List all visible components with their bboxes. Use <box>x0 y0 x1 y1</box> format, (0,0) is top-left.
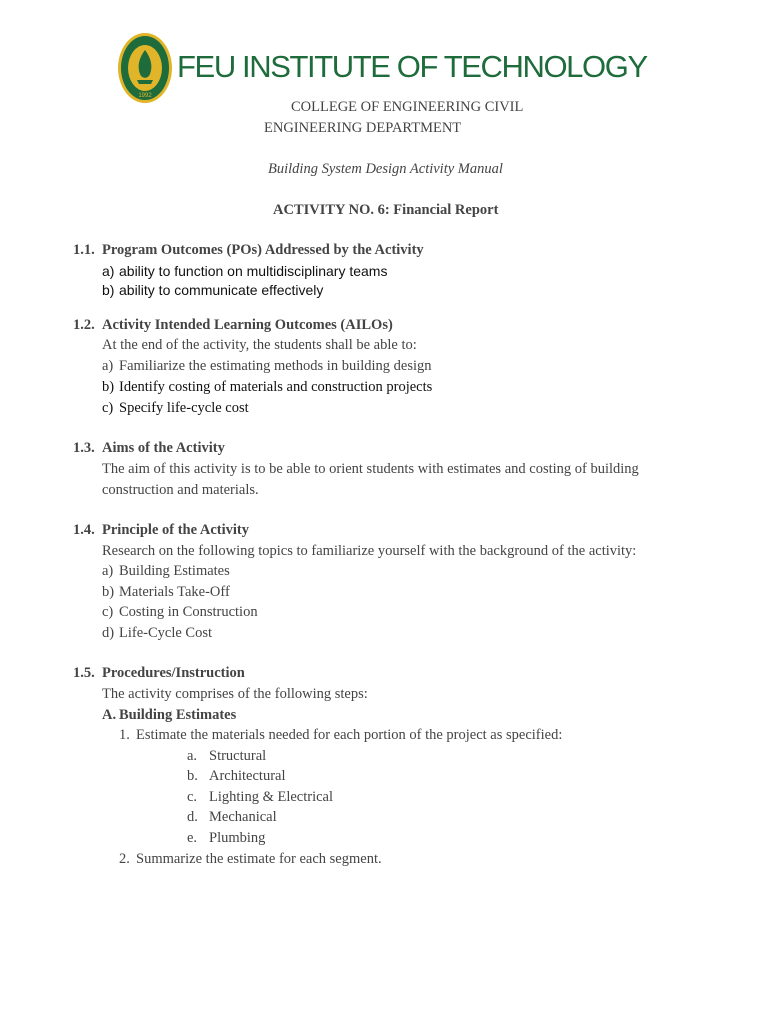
section-number: 1.3. <box>73 440 95 456</box>
manual-title: Building System Design Activity Manual <box>268 161 503 177</box>
step-text: Summarize the estimate for each segment. <box>136 851 382 867</box>
feu-seal-logo <box>117 32 173 104</box>
subsection-label: A. <box>102 707 117 723</box>
step-text: Estimate the materials needed for each portion of the project as specified: <box>136 727 563 743</box>
list-item: Identify costing of materials and construction projects <box>119 379 433 395</box>
portion-item: Structural <box>209 748 267 764</box>
section-title-principle: Principle of the Activity <box>102 522 249 538</box>
list-label: a) <box>102 263 115 279</box>
section-title-pos: Program Outcomes (POs) Addressed by the Activity <box>102 242 424 258</box>
step-label: 2. <box>119 851 130 867</box>
list-label: b) <box>102 379 115 395</box>
college-line-2: ENGINEERING DEPARTMENT <box>264 120 462 136</box>
section-number: 1.5. <box>73 665 95 681</box>
section-intro: The activity comprises of the following steps: <box>102 686 368 702</box>
list-label: c) <box>102 604 114 620</box>
list-item: Familiarize the estimating methods in building design <box>119 358 432 374</box>
college-line-1: COLLEGE OF ENGINEERING CIVIL <box>291 99 524 115</box>
list-item: Building Estimates <box>119 563 230 579</box>
section-title-ailos: Activity Intended Learning Outcomes (AILOs) <box>102 317 393 333</box>
institution-name: FEU INSTITUTE OF TECHNOLOGY <box>177 49 647 84</box>
paragraph-line: The aim of this activity is to be able to orient students with estimates and costing of building <box>102 461 639 477</box>
list-item: ability to communicate effectively <box>119 282 324 298</box>
list-item: Costing in Construction <box>119 604 258 620</box>
portion-label: a. <box>187 748 198 764</box>
portion-label: c. <box>187 789 198 805</box>
portion-label: b. <box>187 768 198 784</box>
step-label: 1. <box>119 727 130 743</box>
list-label: c) <box>102 400 114 416</box>
section-number: 1.4. <box>73 522 95 538</box>
section-number: 1.1. <box>73 242 95 258</box>
list-label: d) <box>102 625 115 641</box>
list-label: a) <box>102 563 114 579</box>
activity-title: ACTIVITY NO. 6: Financial Report <box>273 202 499 218</box>
list-label: a) <box>102 358 114 374</box>
list-label: b) <box>102 584 115 600</box>
list-label: b) <box>102 282 115 298</box>
list-item: Specify life-cycle cost <box>119 400 249 416</box>
portion-item: Lighting & Electrical <box>209 789 334 805</box>
portion-label: d. <box>187 809 198 825</box>
portion-item: Mechanical <box>209 809 277 825</box>
section-intro: Research on the following topics to familiarize yourself with the background of the activity: <box>102 543 637 559</box>
section-title-procedures: Procedures/Instruction <box>102 665 245 681</box>
portion-item: Plumbing <box>209 830 266 846</box>
list-item: ability to function on multidisciplinary teams <box>119 263 388 279</box>
portion-item: Architectural <box>209 768 286 784</box>
paragraph-line: construction and materials. <box>102 482 259 498</box>
subsection-title: Building Estimates <box>119 707 237 723</box>
section-title-aims: Aims of the Activity <box>102 440 225 456</box>
seal-year: 1992 <box>138 93 152 99</box>
portion-label: e. <box>187 830 198 846</box>
list-item: Life-Cycle Cost <box>119 625 213 641</box>
section-number: 1.2. <box>73 317 95 333</box>
section-intro: At the end of the activity, the students shall be able to: <box>102 337 417 353</box>
letterhead <box>117 30 717 106</box>
list-item: Materials Take-Off <box>119 584 230 600</box>
